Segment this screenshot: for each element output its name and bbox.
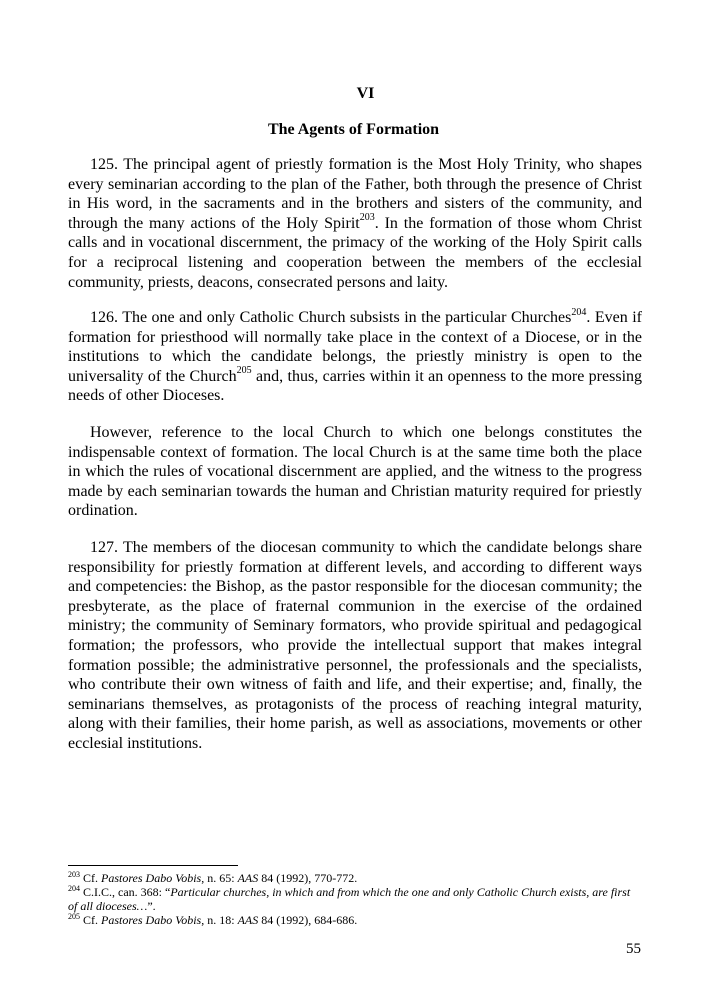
paragraph-text: 127. The members of the diocesan community to which the candidate belongs share responsibility for priestly formation at different levels, and according to different ways and competencies: the Bishop, as the pastor responsible for the diocesan community; the presbyterate, as the place of fraternal communion in the exercise of the ordained ministry; the community of Seminary formators, who provide spiritual and pedagogical formation; the professors, who provide the intellectual support that makes integral formation possible; the administrative personnel, the professionals and the specialists, who contribute their own witness of faith and life, and their expertise; and, finally, the seminarians themselves, as protagonists of the process of reaching integral maturity, along with their families, their home parish, as well as associations, movements or other ecclesial institutions. [68,539,642,752]
footnote-ref-204: 204 [571,306,587,318]
paragraph-text: 126. The one and only Catholic Church subsists in the particular Churches [90,309,572,326]
paragraph-126-continued [68,423,642,521]
section-number: VI [356,85,375,102]
footnote-italic-text: AAS [237,871,259,885]
paragraph-text: . In the formation of those whom Christ calls and in vocational discernment, the primacy of the working of the Holy Spirit calls for a reciprocal listening and cooperation between the members of the ecclesial community, priests, deacons, consecrated persons and laity. [68,214,643,291]
footnote-text: ”. [147,899,156,913]
paragraph-125 [68,155,642,292]
footnote-text: C.I.C., can. 368: “ [80,885,171,899]
footnote-text: 84 (1992), 770-772. [258,871,358,885]
paragraph-text: . Even if formation for priesthood will normally take place in the context of a Diocese, or in the institutions to which the candidate belongs, the priestly ministry is open to the universality of the Church [68,309,643,385]
footnote-205 [68,913,642,927]
footnote-text: Cf. [80,871,101,885]
paragraph-text: and, thus, carries within it an openness to the more pressing needs of other Dioceses. [68,367,643,405]
footnotes [68,871,642,927]
footnote-text: , n. 18: [201,913,238,927]
footnote-number: 205 [68,912,80,921]
footnote-203 [68,871,642,885]
footnote-text: 84 (1992), 684-686. [258,913,358,927]
paragraph-126 [68,308,642,406]
footnote-italic-text: Pastores Dabo Vobis [101,871,202,885]
footnote-separator [68,865,238,866]
footnote-ref-203: 203 [359,212,375,224]
footnote-text: , n. 65: [201,871,238,885]
footnote-number: 204 [68,884,80,893]
footnote-ref-205: 205 [236,365,252,377]
footnote-italic-text: Pastores Dabo Vobis [101,913,202,927]
paragraph-text: 125. The principal agent of priestly formation is the Most Holy Trinity, who shapes every seminarian according to the plan of the Father, both through the presence of Christ in His word, in the sacraments and in the brothers and sisters of the community, and through the many actions of the Holy Spirit [68,156,642,232]
section-title: The Agents of Formation [267,121,440,138]
footnote-italic-text: AAS [237,913,259,927]
paragraph-text: However, reference to the local Church to which one belongs constitutes the indispensable context of formation. The local Church is at the same time both the place in which the rules of vocational discernment are applied, and the witness to the progress made by each seminarian towards the human and Christian maturity required for priestly ordination. [68,424,642,520]
footnote-text: Cf. [80,913,101,927]
footnote-204 [68,885,642,913]
paragraph-127 [68,538,642,754]
footnote-italic-text: Particular churches, in which and from which the one and only Catholic Church exists, are first of all dioceses… [68,885,631,913]
page-number: 55 [626,941,641,957]
footnote-number: 203 [68,870,80,879]
